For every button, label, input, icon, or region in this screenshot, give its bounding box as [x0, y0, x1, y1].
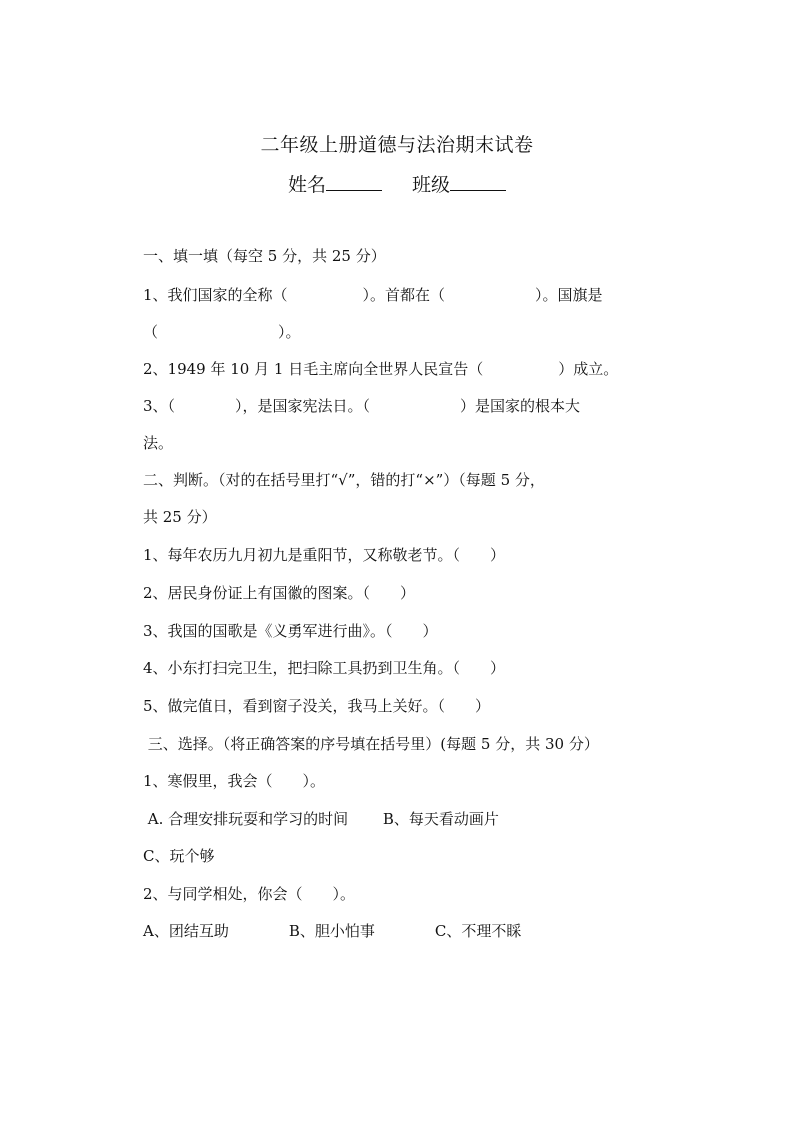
section-1-question-2: 2、1949 年 10 月 1 日毛主席向全世界人民宣告（ ）成立。	[143, 360, 619, 378]
section-2-question-2: 2、居民身份证上有国徽的图案。（ ）	[143, 584, 416, 602]
section-3-question-1-options: A. 合理安排玩耍和学习的时间 B、每天看动画片	[143, 810, 499, 828]
section-2-question-5: 5、做完值日，看到窗子没关，我马上关好。（ ）	[143, 697, 491, 715]
name-class-row	[0, 170, 794, 197]
section-1-heading: 一、填一填（每空 5 分，共 25 分）	[143, 247, 386, 265]
section-3-question-2-options: A、团结互助 B、胆小怕事 C、不理不睬	[143, 922, 522, 940]
section-2-heading-cont: 共 25 分）	[143, 508, 217, 526]
name-label: 姓名	[287, 174, 326, 196]
section-1-question-3: 3、（ ），是国家宪法日。（ ）是国家的根本大	[143, 397, 581, 415]
name-blank[interactable]	[326, 172, 382, 191]
class-label: 班级	[412, 174, 451, 196]
section-3-heading: 三、选择。（将正确答案的序号填在括号里）(每题 5 分，共 30 分）	[143, 735, 599, 753]
section-1-question-1: 1、我们国家的全称（ ）。首都在（ ）。国旗是	[143, 286, 603, 304]
section-3-question-1-option-c: C、玩个够	[143, 847, 215, 865]
section-1-question-3-cont: 法。	[143, 434, 174, 452]
section-2-question-1: 1、每年农历九月初九是重阳节，又称敬老节。（ ）	[143, 546, 506, 564]
section-1-question-1-cont: （ ）。	[143, 323, 301, 341]
class-blank[interactable]	[450, 172, 506, 191]
section-2-question-3: 3、我国的国歌是《义勇军进行曲》。（ ）	[143, 622, 438, 640]
section-3-question-2: 2、与同学相处，你会（ ）。	[143, 885, 356, 903]
section-2-heading: 二、判断。（对的在括号里打“√”，错的打“×”）（每题 5 分，	[143, 471, 545, 489]
section-2-question-4: 4、小东打扫完卫生，把扫除工具扔到卫生角。（ ）	[143, 659, 506, 677]
page-title: 二年级上册道德与法治期末试卷	[260, 134, 534, 156]
section-3-question-1: 1、寒假里，我会（ ）。	[143, 772, 326, 790]
